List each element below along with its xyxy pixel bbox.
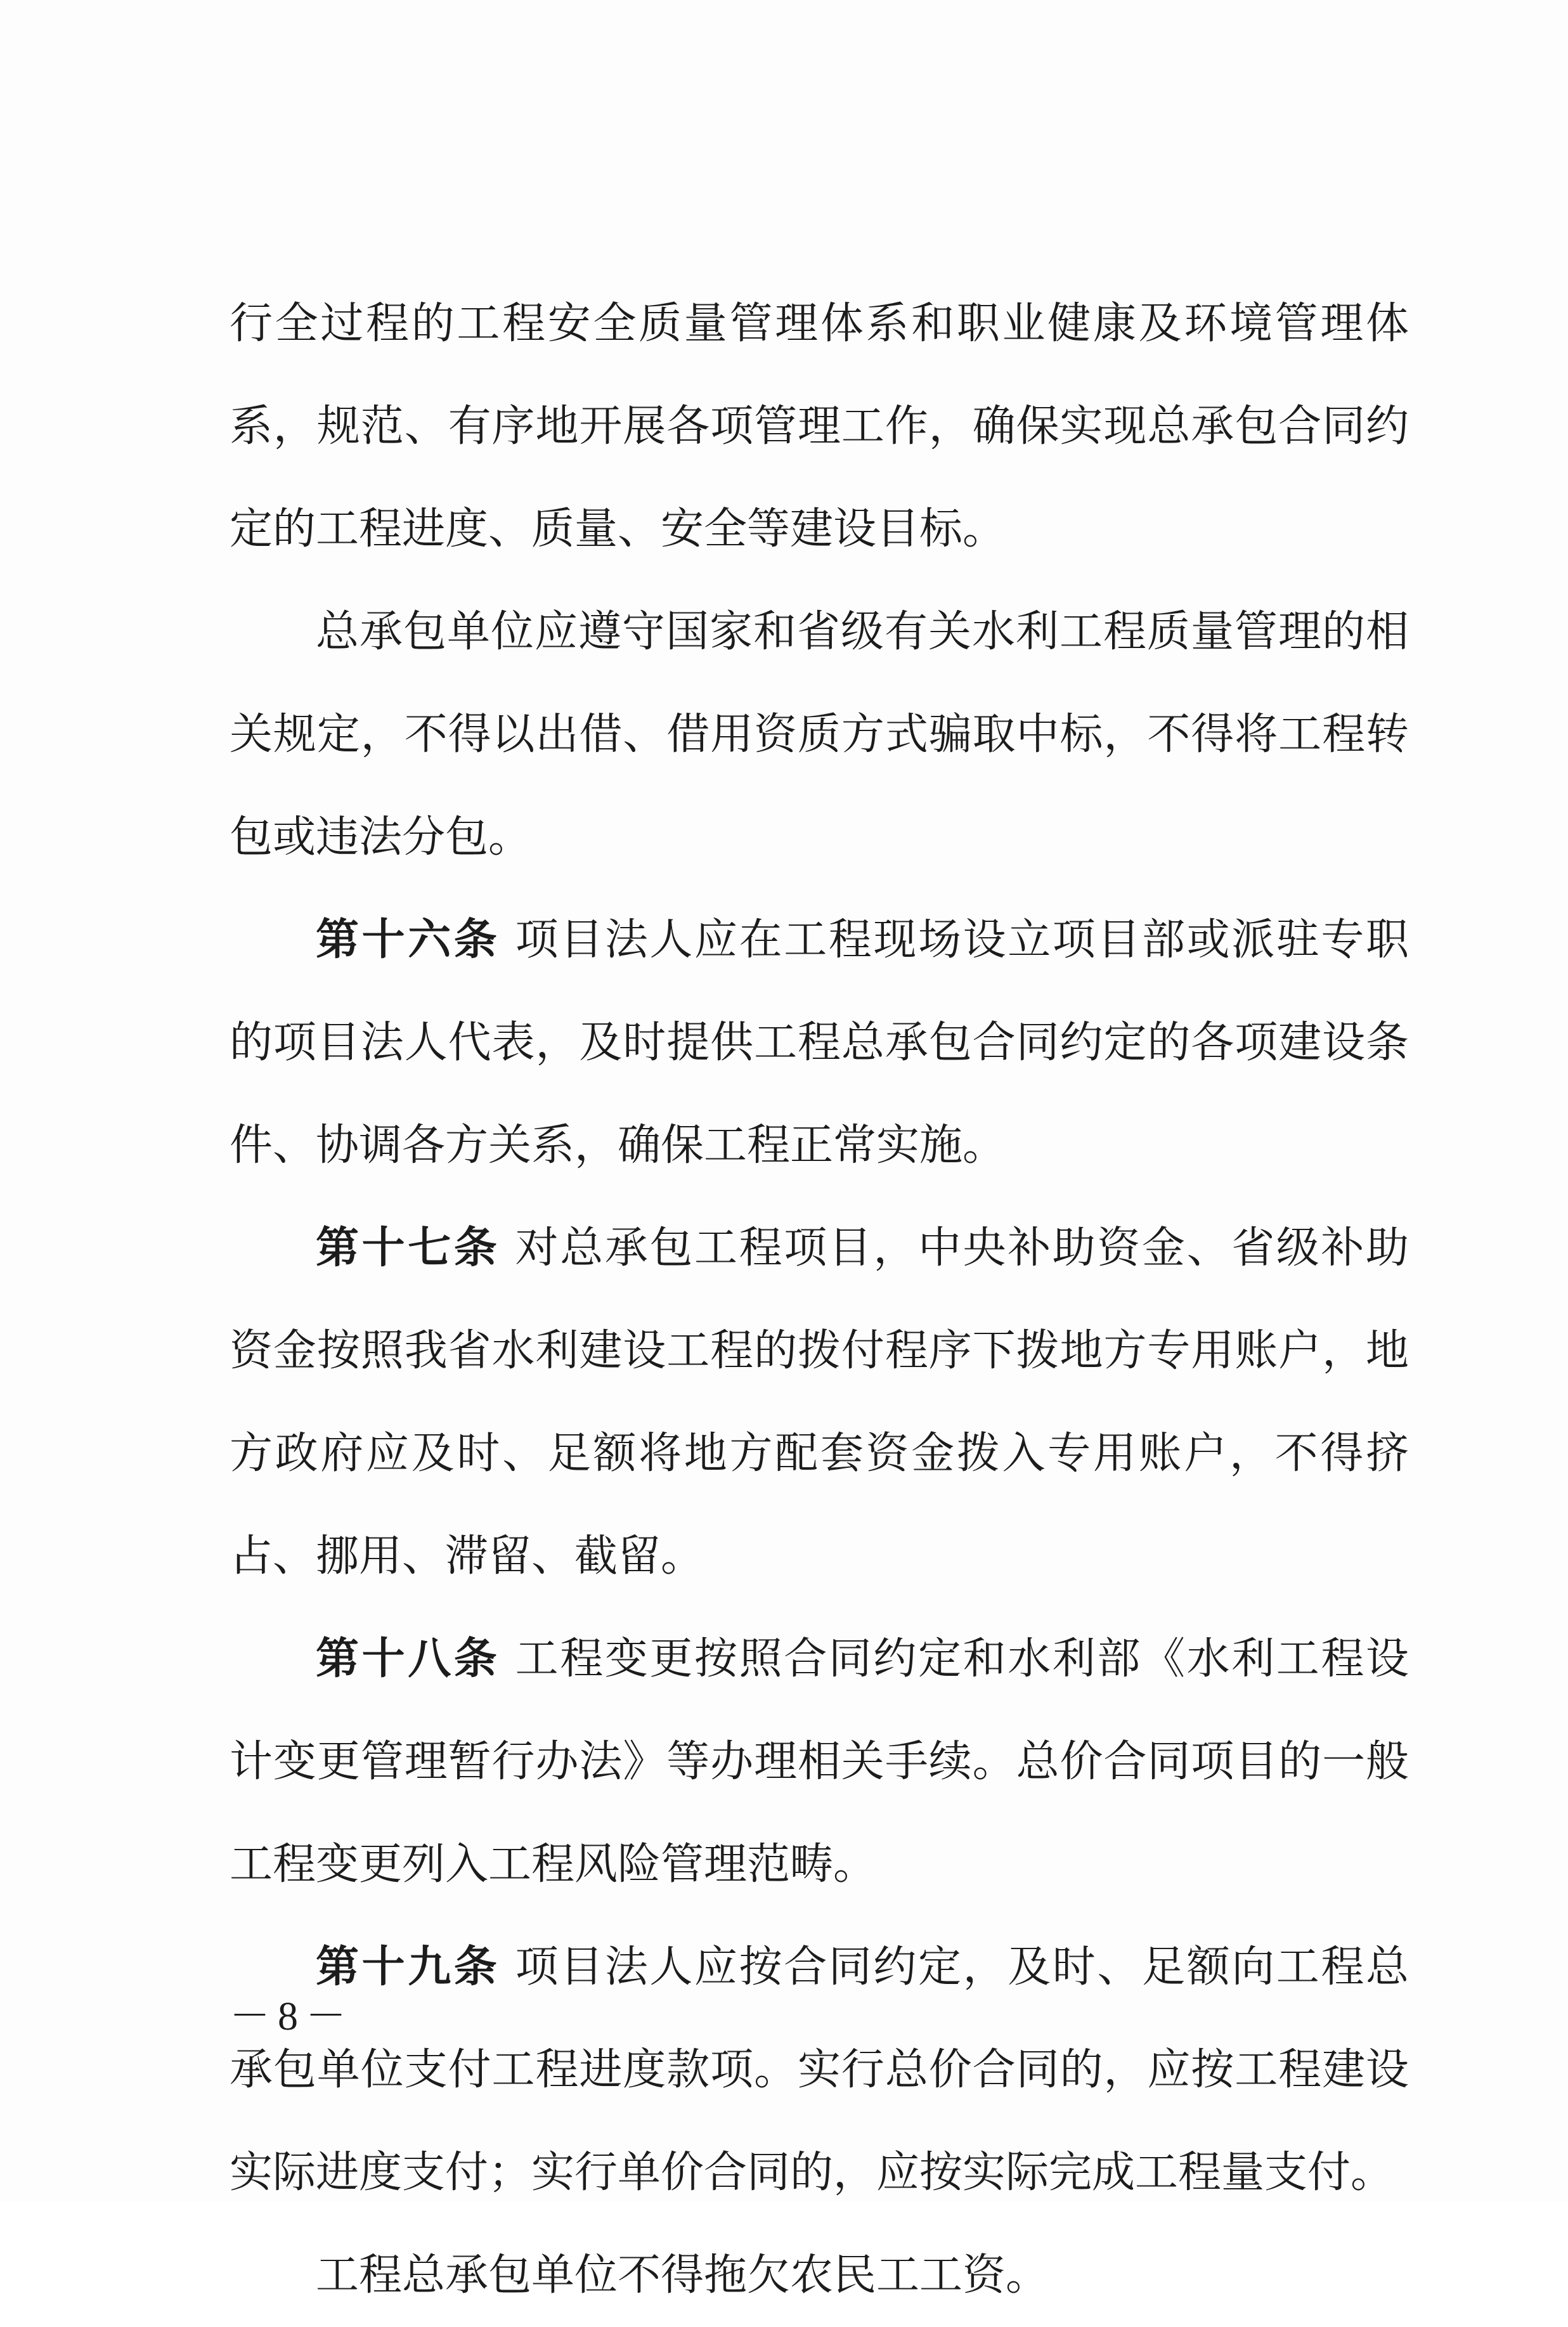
body-text [230, 273, 1409, 2327]
article-17 [230, 1197, 1409, 1608]
paragraph-text: 项目法人应按合同约定，及时、足额向工程总承包单位支付工程进度款项。实行总价合同的，应按工程建设实际进度支付；实行单价合同的，应按实际完成工程量支付。 [230, 1942, 1409, 2198]
paragraph-text: 对总承包工程项目，中央补助资金、省级补助资金按照我省水利建设工程的拨付程序下拨地方专用账户，地方政府应及时、足额将地方配套资金拨入专用账户，不得挤占、挪用、滞留、截留。 [230, 1223, 1409, 1581]
article-18 [230, 1608, 1409, 1916]
paragraph-text: 行全过程的工程安全质量管理体系和职业健康及环境管理体系，规范、有序地开展各项管理工作，确保实现总承包合同约定的工程进度、质量、安全等建设目标。 [230, 299, 1409, 554]
article-16 [230, 889, 1409, 1197]
paragraph-1 [230, 273, 1409, 581]
paragraph-7 [230, 2224, 1409, 2327]
article-number: 第十七条 [316, 1223, 500, 1273]
paragraph-text: 工程总承包单位不得拖欠农民工工资。 [316, 2250, 1049, 2300]
article-number: 第十九条 [316, 1942, 500, 1992]
article-number: 第十八条 [316, 1634, 500, 1684]
paragraph-text: 总承包单位应遵守国家和省级有关水利工程质量管理的相关规定，不得以出借、借用资质方式骗取中标，不得将工程转包或违法分包。 [230, 607, 1409, 862]
paragraph-text: 工程变更按照合同约定和水利部《水利工程设计变更管理暂行办法》等办理相关手续。总价合同项目的一般工程变更列入工程风险管理范畴。 [230, 1634, 1409, 1889]
page-number: －8－ [230, 1993, 354, 2039]
article-19 [230, 1916, 1409, 2224]
paragraph-2 [230, 581, 1409, 889]
paragraph-text: 项目法人应在工程现场设立项目部或派驻专职的项目法人代表，及时提供工程总承包合同约定的各项建设条件、协调各方关系，确保工程正常实施。 [230, 915, 1409, 1170]
article-number: 第十六条 [316, 915, 500, 965]
